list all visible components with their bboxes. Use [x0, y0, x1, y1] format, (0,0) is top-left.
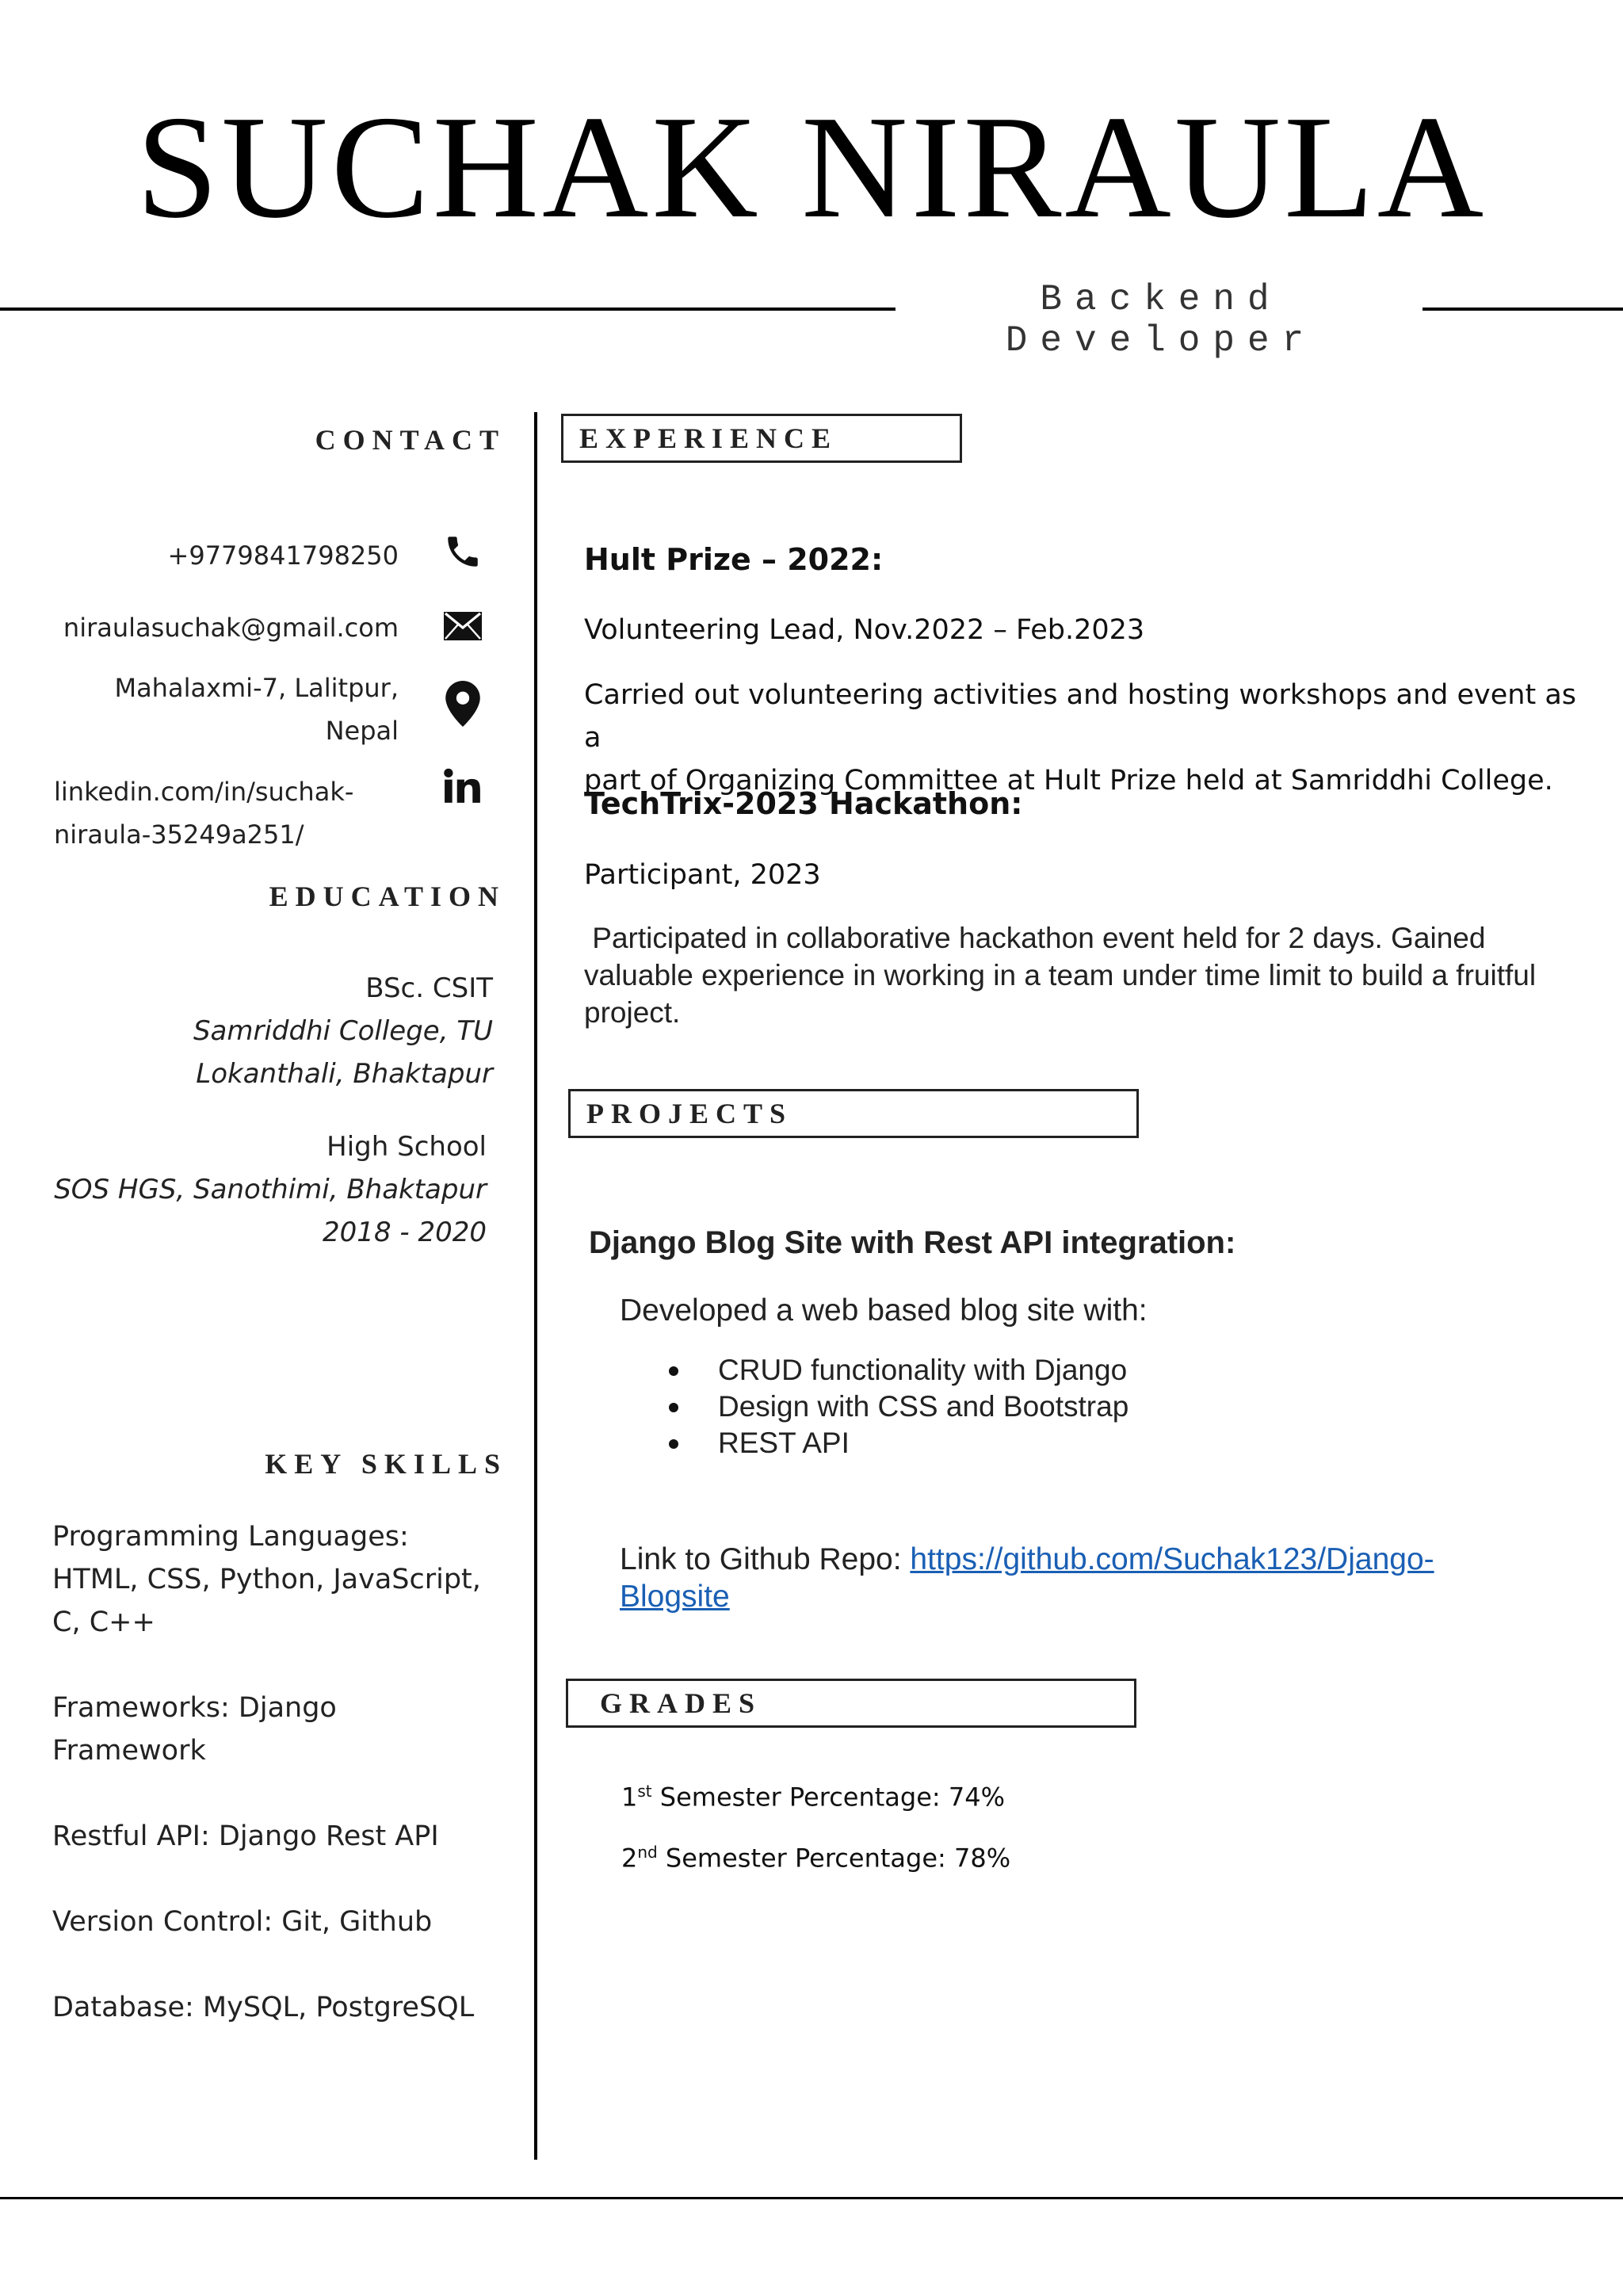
bullet-dot [669, 1439, 678, 1449]
resume-name: SUCHAK NIRAULA [136, 86, 1487, 249]
grade-semester-2: 2nd Semester Percentage: 78% [621, 1843, 1011, 1874]
phone-icon [439, 528, 487, 575]
education-heading: EDUCATION [269, 881, 506, 912]
skills-list [52, 1515, 496, 2072]
project-bullet: CRUD functionality with Django [718, 1352, 1128, 1389]
project-bullet: Design with CSS and Bootstrap [718, 1389, 1128, 1425]
experience-desc-techtrix: Participated in collaborative hackathon event held for 2 days. Gained valuable experience in working in a team under time limit to build a fruitful project. [584, 922, 1537, 1029]
education-institution: Samriddhi College, TU [193, 1015, 493, 1047]
education-institution: SOS HGS, Sanothimi, Bhaktapur [54, 1174, 487, 1205]
skill-vcs: Version Control: Git, Github [52, 1906, 433, 1938]
education-degree: High School [327, 1131, 487, 1163]
linkedin-line-1: linkedin.com/in/suchak- [54, 777, 354, 807]
experience-role-hult: Volunteering Lead, Nov.2022 – Feb.2023 [584, 614, 1145, 646]
repo-link-label: Link to Github Repo: [620, 1542, 911, 1576]
footer-rule [0, 2197, 1623, 2199]
contact-email[interactable]: niraulasuchak@gmail.com [63, 613, 399, 643]
education-years: 2018 - 2020 [323, 1217, 487, 1248]
repo-link-url-part2[interactable]: Blogsite [620, 1580, 730, 1614]
header-rule-right [1423, 308, 1623, 311]
education-location: Lokanthali, Bhaktapur [196, 1058, 493, 1090]
skill-frameworks: Frameworks: Django Framework [52, 1692, 337, 1767]
project-bullet: REST API [718, 1425, 1128, 1461]
mail-icon [439, 602, 487, 650]
experience-title-hult: Hult Prize – 2022: [584, 542, 884, 577]
experience-heading: EXPERIENCE [561, 414, 962, 463]
linkedin-icon [439, 762, 487, 810]
job-title: Backend Developer [1005, 279, 1317, 361]
column-divider [534, 412, 537, 2160]
location-pin-icon [439, 680, 487, 728]
experience-role-techtrix: Participant, 2023 [584, 859, 821, 891]
grades-heading: GRADES [566, 1679, 1136, 1728]
grade-semester-1: 1st Semester Percentage: 74% [621, 1782, 1005, 1813]
bullet-dot [669, 1366, 678, 1376]
header-rule-left [0, 308, 896, 311]
education-degree: BSc. CSIT [365, 972, 493, 1004]
skill-database: Database: MySQL, PostgreSQL [52, 1992, 475, 2023]
experience-title-techtrix: TechTrix-2023 Hackathon: [584, 786, 1023, 821]
skills-heading: KEY SKILLS [265, 1448, 507, 1480]
contact-heading: CONTACT [315, 424, 506, 456]
experience-desc-hult: Carried out volunteering activities and hosting workshops and event as a part of Organizing Committee at Hult Prize held at Samriddhi College. [584, 679, 1577, 797]
address-line-2: Nepal [325, 716, 399, 746]
project-repo-link [620, 1541, 1434, 1615]
skill-api: Restful API: Django Rest API [52, 1820, 439, 1852]
education-item-bsc [193, 967, 493, 1095]
bullet-dot [669, 1403, 678, 1412]
project-title: Django Blog Site with Rest API integration: [589, 1225, 1236, 1260]
repo-link-url-part1[interactable]: https://github.com/Suchak123/Django- [910, 1542, 1434, 1576]
contact-address [82, 667, 399, 752]
skill-languages: Programming Languages: HTML, CSS, Python, JavaScript, C, C++ [52, 1521, 481, 1638]
contact-linkedin[interactable] [54, 770, 353, 856]
projects-heading: PROJECTS [568, 1089, 1139, 1138]
project-intro: Developed a web based blog site with: [620, 1293, 1148, 1328]
address-line-1: Mahalaxmi-7, Lalitpur, [114, 673, 399, 703]
project-bullet-list [718, 1352, 1128, 1461]
education-item-highschool [54, 1125, 487, 1254]
linkedin-line-2: niraula-35249a251/ [54, 819, 304, 850]
contact-phone[interactable]: +9779841798250 [167, 541, 399, 571]
